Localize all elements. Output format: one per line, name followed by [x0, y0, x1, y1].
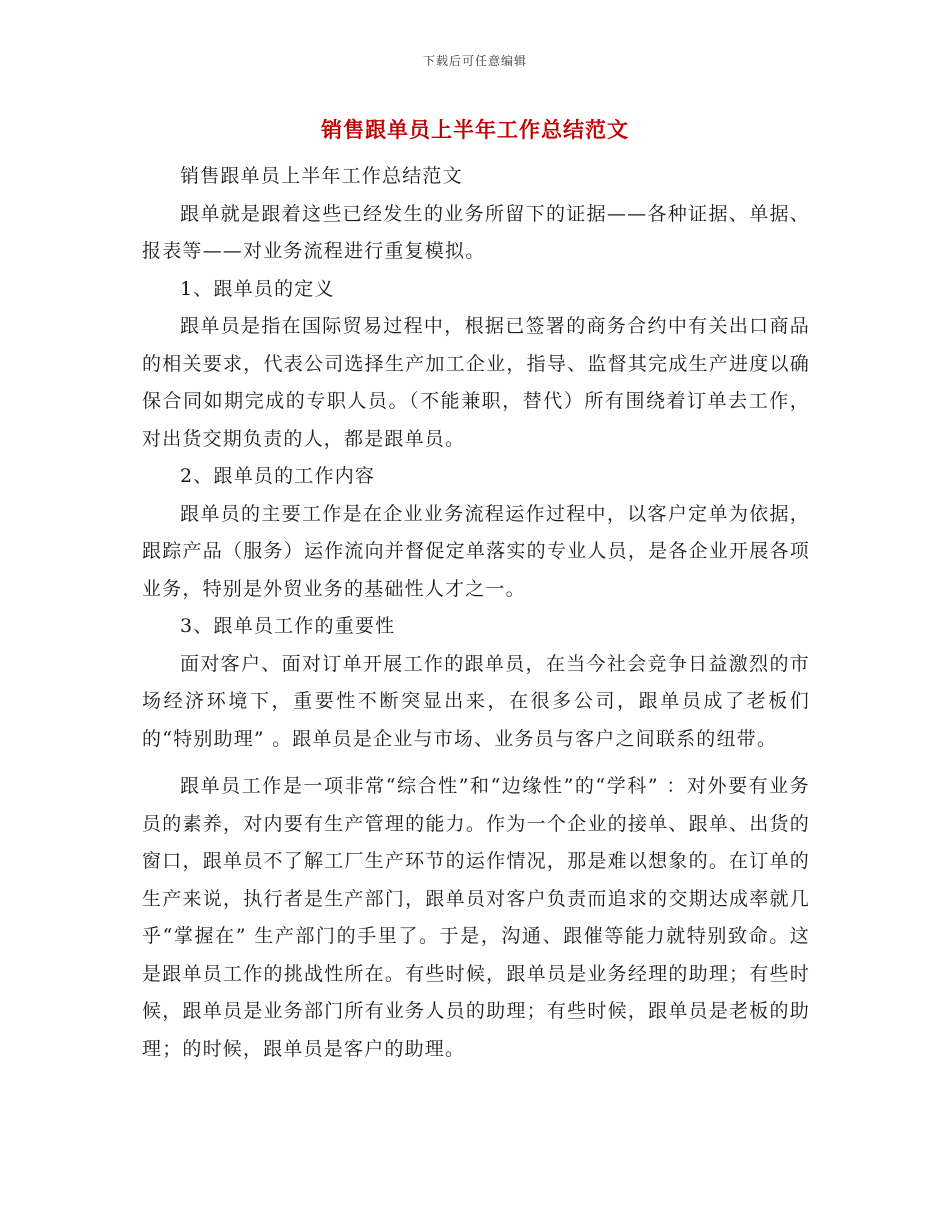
document-title: 销售跟单员上半年工作总结范文	[321, 118, 629, 142]
page-header: 下载后可任意编辑	[422, 54, 527, 68]
paragraph-subtitle: 销售跟单员上半年工作总结范文	[180, 165, 463, 187]
section-heading-importance: 3、跟单员工作的重要性	[180, 615, 396, 637]
paragraph-challenge: 跟单员工作是一项非常“综合性”和“边缘性”的“学科” ：对外要有业务员的素养，对内要有生产管理的能力。作为一个企业的接单、跟单、出货的窗口，跟单员不了解工厂生产环节的运作情况，那是难以想象的。在订单的生产来说，执行者是生产部门，跟单员对客户负责而追求的交期达成率就几乎“掌握在” 生产部门的手里了。于是，沟通、跟催等能力就特别致命。这是跟单员工作的挑战性所在。有些时候，跟单员是业务经理的助理；有些时候，跟单员是业务部门所有业务人员的助理；有些时候，跟单员是老板的助理；的时候，跟单员是客户的助理。	[142, 775, 810, 1060]
paragraph-definition: 跟单员是指在国际贸易过程中，根据已签署的商务合约中有关出口商品的相关要求，代表公司选择生产加工企业，指导、监督其完成生产进度以确保合同如期完成的专职人员。（不能兼职，替代）所有围绕着订单去工作，对出货交期负责的人，都是跟单员。	[142, 315, 810, 450]
section-heading-work-content: 2、跟单员的工作内容	[180, 465, 376, 487]
section-heading-definition: 1、跟单员的定义	[180, 277, 335, 300]
paragraph-work-content: 跟单员的主要工作是在企业业务流程运作过程中，以客户定单为依据，跟踪产品（服务）运作流向并督促定单落实的专业人员，是各企业开展各项业务，特别是外贸业务的基础性人才之一。	[142, 502, 810, 600]
paragraph-intro: 跟单就是跟着这些已经发生的业务所留下的证据——各种证据、单据、报表等——对业务流程进行重复模拟。	[142, 202, 810, 262]
paragraph-importance: 面对客户、面对订单开展工作的跟单员，在当今社会竞争日益激烈的市场经济环境下，重要性不断突显出来，在很多公司，跟单员成了老板们的“特别助理” 。跟单员是企业与市场、业务员与客户之间联系的纽带。	[142, 652, 810, 750]
document-body	[142, 158, 810, 1068]
